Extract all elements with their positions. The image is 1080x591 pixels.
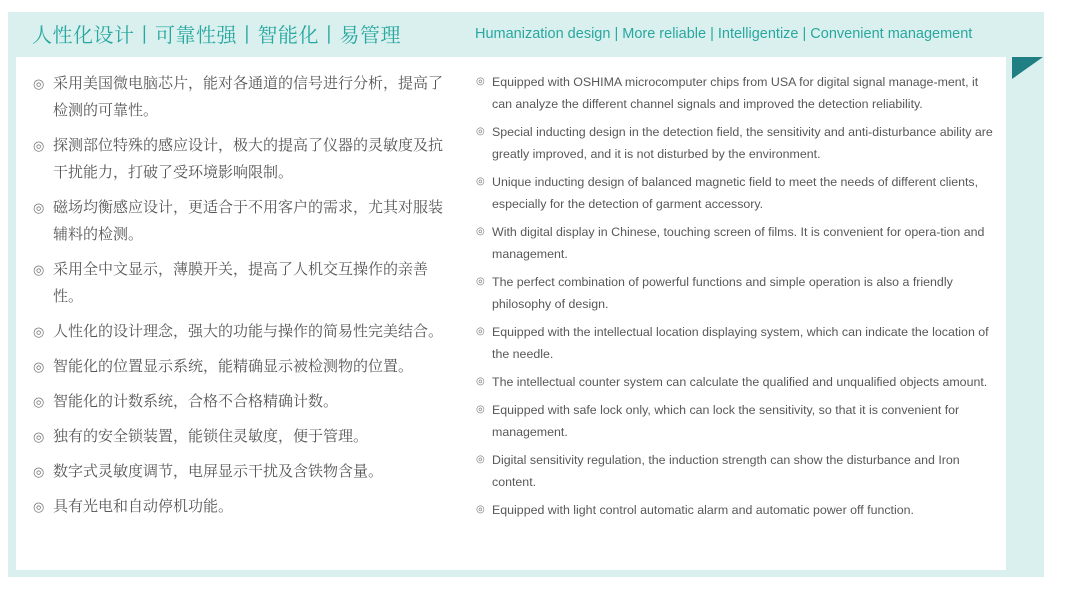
feature-item-en xyxy=(476,171,998,215)
feature-text-en: Equipped with OSHIMA microcomputer chips from USA for digital signal manage-ment, it can analyze the different channel signals and improved the detection reliability. xyxy=(492,75,979,111)
bullet-icon: ◎ xyxy=(33,500,45,515)
feature-item-en xyxy=(476,271,998,315)
feature-text-en: The intellectual counter system can calculate the qualified and unqualified objects amount. xyxy=(492,375,988,389)
feature-item-en xyxy=(476,321,998,365)
feature-text-cn: 独有的安全锁装置，能锁住灵敏度，便于管理。 xyxy=(53,427,369,445)
feature-item-cn xyxy=(33,132,443,186)
feature-item-en xyxy=(476,71,998,115)
corner-fold-decoration xyxy=(1012,57,1043,79)
feature-item-cn xyxy=(33,256,443,310)
bullet-icon: ◎ xyxy=(476,76,485,87)
feature-text-cn: 采用全中文显示，薄膜开关，提高了人机交互操作的亲善性。 xyxy=(53,260,429,305)
bullet-icon: ◎ xyxy=(476,376,485,387)
feature-list-chinese xyxy=(33,70,443,528)
feature-text-cn: 具有光电和自动停机功能。 xyxy=(53,497,234,515)
feature-item-cn xyxy=(33,194,443,248)
feature-item-en xyxy=(476,449,998,493)
feature-text-cn: 智能化的位置显示系统，能精确显示被检测物的位置。 xyxy=(53,357,414,375)
bullet-icon: ◎ xyxy=(33,325,45,340)
feature-item-en xyxy=(476,221,998,265)
feature-text-en: Equipped with safe lock only, which can lock the sensitivity, so that it is convenient for management. xyxy=(492,403,960,439)
feature-text-en: Equipped with light control automatic alarm and automatic power off function. xyxy=(492,503,914,517)
feature-item-cn xyxy=(33,353,443,380)
bullet-icon: ◎ xyxy=(476,276,485,287)
feature-item-cn xyxy=(33,388,443,415)
title-english: Humanization design | More reliable | Intelligentize | Convenient management xyxy=(475,26,973,42)
feature-item-cn xyxy=(33,318,443,345)
feature-item-en xyxy=(476,399,998,443)
feature-item-en xyxy=(476,499,998,521)
feature-text-cn: 人性化的设计理念，强大的功能与操作的简易性完美结合。 xyxy=(53,322,444,340)
bullet-icon: ◎ xyxy=(476,404,485,415)
bullet-icon: ◎ xyxy=(476,326,485,337)
feature-text-en: With digital display in Chinese, touching screen of films. It is convenient for opera-tion and management. xyxy=(492,225,985,261)
bullet-icon: ◎ xyxy=(33,201,45,216)
feature-item-cn xyxy=(33,70,443,124)
feature-text-en: The perfect combination of powerful functions and simple operation is also a friendly philosophy of design. xyxy=(492,275,953,311)
bullet-icon: ◎ xyxy=(476,226,485,237)
feature-item-cn xyxy=(33,458,443,485)
bullet-icon: ◎ xyxy=(33,360,45,375)
bullet-icon: ◎ xyxy=(476,504,485,515)
bullet-icon: ◎ xyxy=(476,176,485,187)
feature-text-cn: 智能化的计数系统，合格不合格精确计数。 xyxy=(53,392,339,410)
feature-text-cn: 磁场均衡感应设计，更适合于不用客户的需求，尤其对服装辅料的检测。 xyxy=(53,198,444,243)
feature-text-en: Equipped with the intellectual location displaying system, which can indicate the location of the needle. xyxy=(492,325,989,361)
bullet-icon: ◎ xyxy=(33,430,45,445)
bullet-icon: ◎ xyxy=(33,395,45,410)
title-chinese: 人性化设计丨可靠性强丨智能化丨易管理 xyxy=(32,23,401,47)
feature-text-en: Digital sensitivity regulation, the induction strength can show the disturbance and Iron content. xyxy=(492,453,960,489)
bullet-icon: ◎ xyxy=(33,263,45,278)
feature-text-en: Unique inducting design of balanced magnetic field to meet the needs of different clients, especially for the detection of garment accessory. xyxy=(492,175,979,211)
feature-item-cn xyxy=(33,423,443,450)
feature-item-en xyxy=(476,121,998,165)
bullet-icon: ◎ xyxy=(33,465,45,480)
feature-item-cn xyxy=(33,493,443,520)
bullet-icon: ◎ xyxy=(33,139,45,154)
feature-text-en: Special inducting design in the detection field, the sensitivity and anti-disturbance ability are greatly improved, and it is not disturbed by the environment. xyxy=(492,125,993,161)
bullet-icon: ◎ xyxy=(33,77,45,92)
bullet-icon: ◎ xyxy=(476,126,485,137)
feature-list-english xyxy=(476,71,998,527)
feature-text-cn: 数字式灵敏度调节，电屏显示干扰及含铁物含量。 xyxy=(53,462,384,480)
feature-text-cn: 采用美国微电脑芯片，能对各通道的信号进行分析，提高了检测的可靠性。 xyxy=(53,74,444,119)
bullet-icon: ◎ xyxy=(476,454,485,465)
feature-item-en xyxy=(476,371,998,393)
feature-text-cn: 探测部位特殊的感应设计，极大的提高了仪器的灵敏度及抗干扰能力，打破了受环境影响限制。 xyxy=(53,136,444,181)
